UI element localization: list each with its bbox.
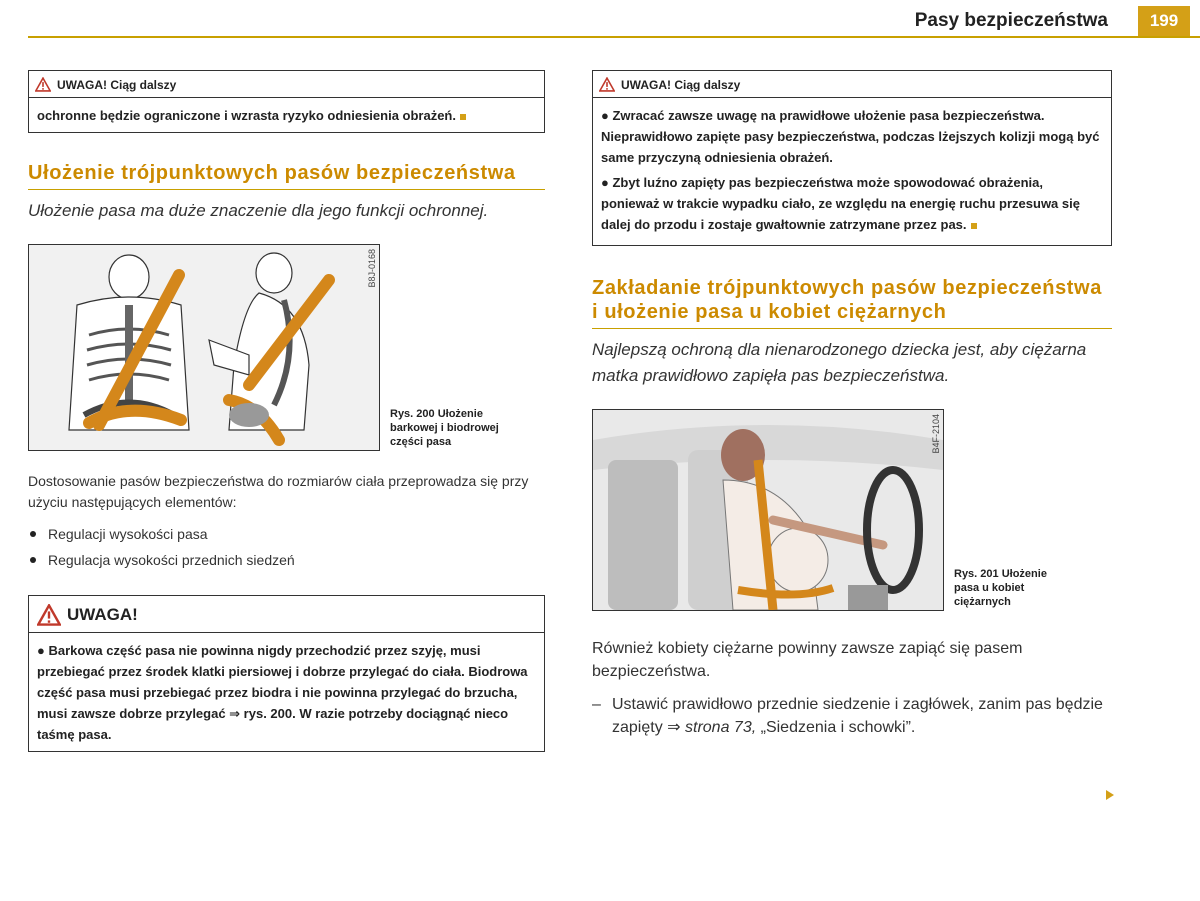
warning-continued-body <box>29 98 544 132</box>
warning-continued-box <box>28 70 545 133</box>
warning-continued-box-right <box>592 70 1112 246</box>
list-item: Regulacji wysokości pasa <box>28 521 545 547</box>
warning-triangle-icon <box>35 77 51 92</box>
left-column <box>28 70 545 770</box>
step-text: Ustawić prawidłowo przednie siedzenie i zagłówek, zanim pas będzie zapięty ⇒ strona 73, „Siedzenia i schowki”. <box>612 696 1103 736</box>
pregnant-body: Również kobiety ciężarne powinny zawsze zapiąć się pasem bezpieczeństwa. <box>592 640 1023 680</box>
figure-201-row <box>592 409 1112 611</box>
figure-200-row <box>28 244 545 451</box>
warning-continued-body <box>593 98 1111 245</box>
step-dash: – <box>592 696 601 713</box>
warning-text: Barkowa część pasa nie powinna nigdy przechodzić przez szyję, musi przebiegać przez środek klatki piersiowej i dobrze przylegać do ciała. Biodrowa część pasa musi przebiegać przez biodra i nie powinna przylegać do brzucha, musi zawsze dobrze przylegać ⇒ rys. 200. W razie potrzeby dociągnąć nieco taśmę pasa. <box>37 643 528 742</box>
section-lead: Najlepszą ochroną dla nienarodzonego dziecka jest, aby ciężarna matka prawidłowo zapięła pas bezpieczeństwa. <box>592 340 1087 385</box>
instruction-step <box>592 693 1112 739</box>
warning-triangle-icon <box>599 77 615 92</box>
figure-201-caption: Rys. 201 Ułożenie pasa u kobiet ciężarnych <box>954 568 1047 608</box>
section-lead: Ułożenie pasa ma duże znaczenie dla jego funkcji ochronnej. <box>28 201 489 220</box>
page-reference-link[interactable]: strona 73, <box>685 719 757 736</box>
warning-continued-header <box>593 71 1111 98</box>
adjustment-list <box>28 521 545 573</box>
warning-body: ● Barkowa część pasa nie powinna nigdy przechodzić przez szyję, musi przebiegać przez środek klatki piersiowej i dobrze przylegać do ciała. Biodrowa część pasa musi przebiegać przez biodra i nie powinna przylegać do brzucha, musi zawsze dobrze przylegać ⇒ rys. 200. W razie potrzeby dociągnąć nieco taśmę pasa. <box>37 643 528 742</box>
figure-201 <box>592 409 944 611</box>
figure-201-code: B4F-2104 <box>931 414 941 454</box>
adjustment-intro: Dostosowanie pasów bezpieczeństwa do rozmiarów ciała przeprowadza się przy użyciu następujących elementów: <box>28 473 529 510</box>
running-title: Pasy bezpieczeństwa <box>914 10 1108 31</box>
warning-item: ● Zwracać zawsze uwagę na prawidłowe ułożenie pasa bezpieczeństwa. Nieprawidłowo zapięte pasy bezpieczeństwa, podczas lżejszych kolizji mogą być same przyczyną odniesienia obrażeń. <box>601 108 1100 165</box>
end-mark <box>971 223 977 229</box>
belt-routing-illustration <box>29 245 379 450</box>
warning-header <box>29 596 544 633</box>
warning-continued-label: UWAGA! Ciąg dalszy <box>57 77 177 92</box>
warning-continued-text: ochronne będzie ograniczone i wzrasta ryzyko odniesienia obrażeń. <box>37 108 456 123</box>
section-title-three-point-belts: Ułożenie trójpunktowych pasów bezpieczeństwa <box>28 161 545 190</box>
warning-continued-label: UWAGA! Ciąg dalszy <box>621 77 741 92</box>
warning-continued-header <box>29 71 544 98</box>
figure-200 <box>28 244 380 451</box>
warning-label: UWAGA! <box>67 605 138 624</box>
figure-200-code: B8J-0168 <box>367 249 377 288</box>
header-rule <box>28 36 1200 38</box>
warning-item: ● Zbyt luźno zapięty pas bezpieczeństwa może spowodować obrażenia, ponieważ w trakcie wypadku ciało, ze względu na energię ruchu przesuwa się dalej do przodu i zostaje gwałtownie zatrzymane przez pas. <box>601 175 1080 232</box>
pregnant-driver-illustration <box>593 410 943 610</box>
list-item: Regulacja wysokości przednich siedzeń <box>28 547 545 573</box>
section-title-pregnant-belts: Zakładanie trójpunktowych pasów bezpieczeństwa i ułożenie pasa u kobiet ciężarnych <box>592 276 1112 329</box>
page-number: 199 <box>1138 6 1190 36</box>
warning-triangle-icon <box>37 604 61 626</box>
continue-arrow-icon <box>1106 790 1114 800</box>
warning-box <box>28 595 545 752</box>
right-column <box>592 70 1112 739</box>
figure-200-caption: Rys. 200 Ułożenie barkowej i biodrowej części pasa <box>390 408 499 448</box>
end-mark <box>460 114 466 120</box>
